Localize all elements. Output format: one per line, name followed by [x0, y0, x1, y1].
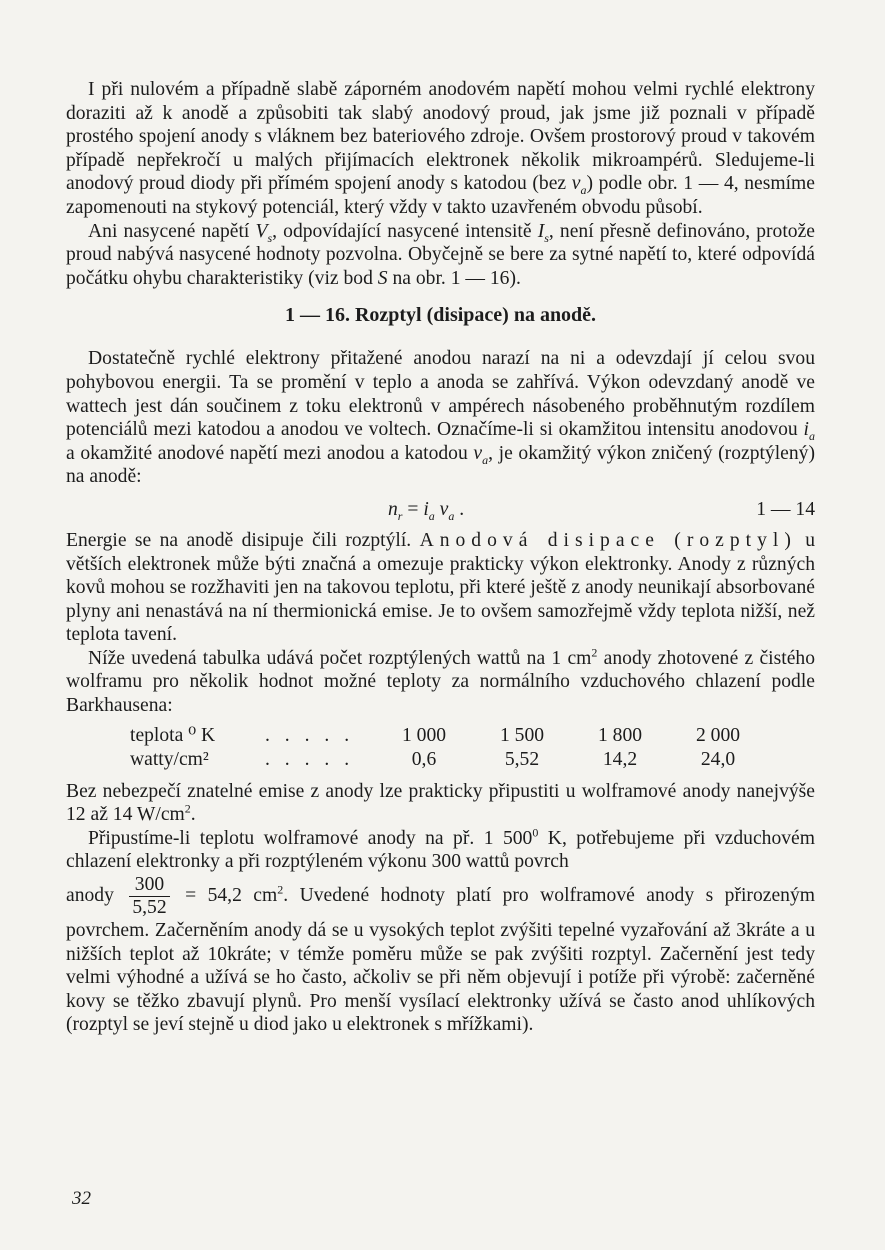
p7-part-e: . Uvedené hodnoty platí pro wolframové anody s přirozeným povrchem. Začerněním anody dá se u vysokých teplot zvýšiti tepelné vyzařování až 3kráte a u nižších teplot až 10kráte; v témže poměru může se pak zvýšiti rozptyl. Začernění jest tedy velmi výhodné a užívá se ho často, ačkoliv se při něm objevují i potíže při výrobě: začerněné kovy se těžko zbavují plynů. Pro menší vysílací elektronky užívá se často anod uhlíkových (rozptyl se jeví stejně u diod jako u elektronek s mřížkami).: [66, 885, 815, 1036]
sub-a-3: a: [482, 452, 489, 467]
p2-part-c: , není přesně definováno, protože proud nabývá nasycené hodnoty pozvolna. Obyčejně se bere za sytné napětí to, které odpovídá počátku ohybu charakteristiky (viz bod: [66, 220, 815, 289]
table-row: [130, 748, 767, 772]
eq-v: v: [434, 498, 449, 520]
table-row: [130, 724, 767, 748]
var-v: v: [571, 173, 581, 195]
p5-sup: 2: [591, 645, 598, 660]
paragraph-7: [66, 827, 815, 874]
paragraph-5: [66, 647, 815, 718]
paragraph-1-end: ) podle obr. 1 — 4, nesmíme zapomenouti na stykový potenciál, který vždy v takto uzavřeném obvodu působí.: [66, 173, 815, 218]
table-cell: 24,0: [700, 748, 736, 770]
var-i: i: [803, 419, 809, 441]
p7-anody: anody: [66, 885, 114, 907]
leader-dots: . . . . .: [265, 748, 355, 770]
spaced-term: Anodová disipace (rozptyl): [419, 529, 797, 551]
p6-part-a: Bez nebezpečí znatelné emise z anody lze prakticky připustiti u wolframové anody nanejvýše 12 až 14 W/cm: [66, 780, 815, 826]
p7-sup: 0: [532, 825, 539, 840]
eq-n-sub: r: [397, 508, 403, 523]
paragraph-4: [66, 529, 815, 647]
eq-v-sub: a: [448, 508, 455, 523]
p7-part-d: = 54,2 cm: [173, 885, 278, 907]
eq-n: n: [388, 498, 398, 520]
eq-equals: =: [402, 498, 424, 520]
p4-part-b: u větších elektronek může býti značná a omezuje prakticky výkon elektronky. Anody z různých kovů mohou se rozžhaviti jen na takovou teplotu, při které ještě z anody neunikají absorbované plyny ani nenastává na ní thermionická emise. Je to ovšem samozřejmě vždy teplota nižší, než teplota tavení.: [66, 529, 816, 646]
p3-part-c: , je okamžitý výkon zničený (rozptýlený) na anodě:: [66, 442, 815, 488]
p3-part-a: Dostatečně rychlé elektrony přitažené anodou narazí na ni a odevzdají jí celou svou pohybovou energii. Ta se promění v teplo a anoda se zahřívá. Výkon odevzdaný anodě ve wattech jest dán součinem z toku elektronů v ampérech násobeného proběhnutým rozdílem potenciálů mezi katodou a anodou ve voltech. Označíme-li si okamžitou intensitu anodovou: [66, 348, 815, 441]
var-S: S: [377, 267, 388, 289]
table-cell: 1 800: [597, 724, 643, 746]
table-cell: 2 000: [695, 724, 741, 746]
p7-sup2: 2: [277, 882, 284, 897]
table-cell: 0,6: [411, 748, 437, 770]
p6-sup: 2: [184, 801, 191, 816]
eq-i-sub: a: [428, 508, 435, 523]
paragraph-1: [66, 78, 815, 220]
row-label-watts: watty/cm²: [130, 748, 209, 770]
var-V: V: [255, 220, 268, 242]
p5-part-a: Níže uvedená tabulka udává počet rozptýlených wattů na 1 cm: [88, 647, 592, 669]
var-I: I: [537, 220, 545, 242]
p2-part-d: na obr. 1 — 16).: [387, 267, 521, 289]
table-cell: 1 500: [499, 724, 545, 746]
paragraph-3: [66, 347, 815, 489]
p5-part-b: anody zhotovené z čistého wolframu pro několik hodnot možné teploty za normálního vzduchového chlazení podle Barkhausena:: [66, 647, 815, 717]
p7-part-b: K, potřebujeme při vzduchovém chlazení elektronky a při rozptýleném výkonu 300 wattů povrch: [66, 827, 815, 873]
equation-formula: [388, 499, 464, 521]
sub-a-2: a: [809, 429, 815, 444]
table-cell: 5,52: [504, 748, 540, 770]
paragraph-1-text: I při nulovém a případně slabě záporném anodovém napětí mohou velmi rychlé elektrony doraziti až k anodě a způsobiti tak slabý anodový proud, jak jsme již poznali v případě prostého spojení anody s vláknem bez bateriového zdroje. Ovšem prostorový proud v takovém případě nepřekročí u malých přijímacích elektronek několik mikroampérů. Sledujeme-li anodový proud diody při přímém spojení anody s katodou (bez: [66, 79, 815, 195]
table-cell: 14,2: [602, 748, 638, 770]
p2-part-a: Ani nasycené napětí: [88, 220, 256, 242]
equation-number: 1 — 14: [756, 498, 815, 520]
table-cell: 1 000: [401, 724, 447, 746]
p4-part-a: Energie se na anodě disipuje čili rozptýlí.: [66, 529, 420, 551]
paragraph-6: [66, 780, 815, 827]
paragraph-2: [66, 220, 815, 291]
sub-s2: s: [544, 230, 549, 245]
sub-a: a: [580, 183, 587, 198]
leader-dots: . . . . .: [265, 724, 355, 746]
eq-i: i: [423, 498, 429, 520]
p3-part-b: a okamžité anodové napětí mezi anodou a katodou: [66, 442, 474, 464]
section-heading: 1 — 16. Rozptyl (disipace) na anodě.: [284, 304, 597, 327]
var-v-2: v: [473, 442, 483, 464]
row-label-temperature: teplota ⁰ K: [130, 724, 216, 746]
fraction-denominator: 5,52: [132, 897, 167, 919]
p2-part-b: , odpovídající nasycené intensitě: [272, 220, 538, 242]
fraction: [129, 874, 169, 919]
fraction-numerator: 300: [129, 874, 169, 897]
eq-dot: .: [454, 498, 465, 520]
p6-part-b: .: [190, 804, 196, 826]
paragraph-7-continued: [66, 874, 815, 1037]
p7-part-a: Připustíme-li teplotu wolframové anody na př. 1 500: [88, 827, 533, 849]
dissipation-table: [130, 724, 767, 772]
equation-1-14: [66, 489, 815, 529]
page-number: 32: [72, 1188, 91, 1209]
sub-s: s: [267, 230, 273, 245]
